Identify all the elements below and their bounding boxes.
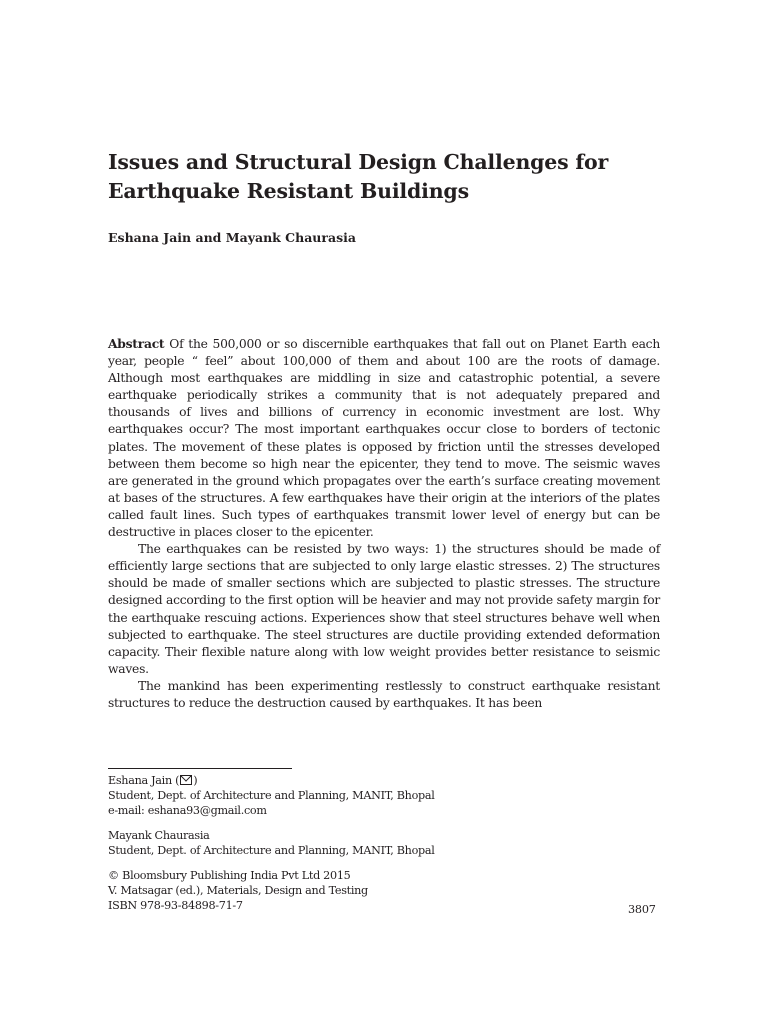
abstract-paragraph-1	[108, 335, 660, 541]
footnote-author-1-email: e-mail: eshana93@gmail.com	[108, 804, 267, 817]
footnote-divider	[108, 768, 292, 769]
footnote-author-2	[108, 828, 435, 858]
author-list: Eshana Jain and Mayank Chaurasia	[108, 230, 356, 245]
abstract-label: Abstract	[108, 336, 165, 351]
footnote-author-1-affiliation: Student, Dept. of Architecture and Planning, MANIT, Bhopal	[108, 789, 435, 802]
abstract-paragraph-3: The mankind has been experimenting restlessly to construct earthquake resistant structures to reduce the destruction caused by earthquakes. It has been	[108, 678, 660, 710]
footnote-author-1	[108, 773, 435, 818]
footnote-author-2-affiliation: Student, Dept. of Architecture and Planning, MANIT, Bhopal	[108, 844, 435, 857]
abstract-paragraph-1-text: Of the 500,000 or so discernible earthquakes that fall out on Planet Earth each year, people “ feel” about 100,000 of them and about 100 are the roots of damage. Although most earthquakes are middling in size and catastrophic potential, a severe earthquake periodically strikes a community that is not adequately prepared and thousands of lives and billions of currency in economic investment are lost. Why earthquakes occur? The most important earthquakes occur close to borders of tectonic plates. The movement of these plates is opposed by friction until the stresses developed between them become so high near the epicenter, they tend to move. The seismic waves are generated in the ground which propagates over the earth’s surface creating movement at bases of the structures. A few earthquakes have their origin at the interiors of the plates called fault lines. Such types of earthquakes transmit lower level of energy but can be destructive in places closer to the epicenter.	[108, 337, 660, 540]
footnote-author-2-name: Mayank Chaurasia	[108, 829, 210, 842]
paper-title-line-1: Issues and Structural Design Challenges for	[108, 150, 609, 174]
paper-title	[108, 148, 668, 206]
abstract-paragraph-2: The earthquakes can be resisted by two ways: 1) the structures should be made of efficiently large sections that are subjected to only large elastic stresses. 2) The structures should be made of smaller sections which are subjected to plastic stresses. The structure designed according to the first option will be heavier and may not provide safety margin for the earthquake rescuing actions. Experiences show that steel structures behave well when subjected to earthquake. The steel structures are ductile providing extended deformation capacity. Their flexible nature along with low weight provides better resistance to seismic waves.	[108, 542, 660, 676]
footnote-author-1-name: Eshana Jain ( )	[108, 774, 198, 787]
paper-title-line-2: Earthquake Resistant Buildings	[108, 179, 469, 203]
publication-info	[108, 868, 368, 913]
copyright-line: © Bloomsbury Publishing India Pvt Ltd 2015	[108, 869, 351, 882]
envelope-icon	[180, 775, 192, 785]
page-number: 3807	[628, 903, 656, 916]
book-line: V. Matsagar (ed.), Materials, Design and Testing	[108, 884, 368, 897]
abstract-section	[108, 335, 660, 712]
isbn-line: ISBN 978-93-84898-71-7	[108, 899, 243, 912]
